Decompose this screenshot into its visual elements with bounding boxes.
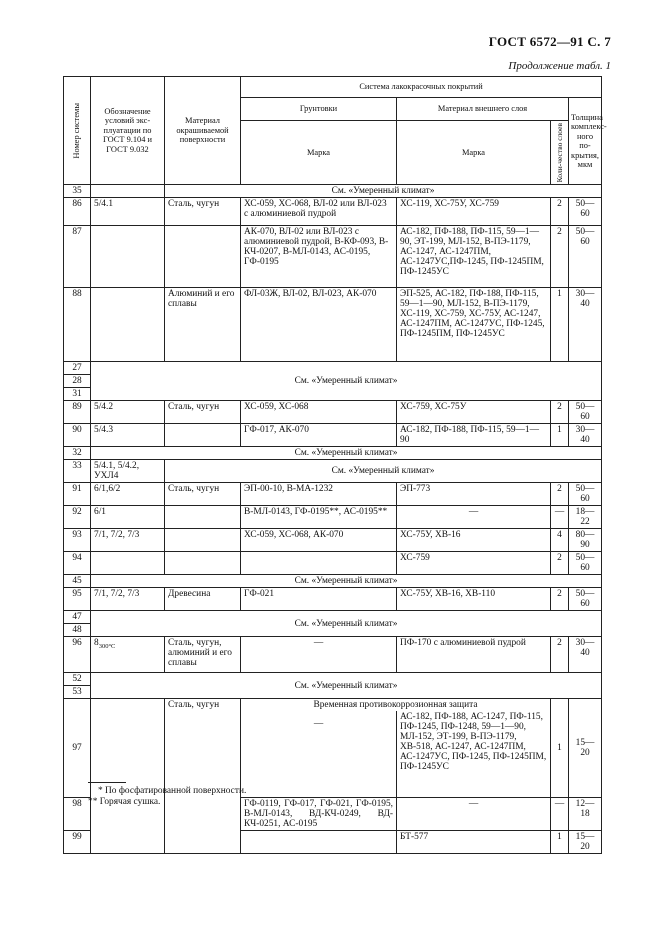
footnote-1: * По фосфатированной поверхности. bbox=[98, 786, 247, 796]
table-row: 97 Сталь, чугун Временная противокоррозионная защита 1 15—20 bbox=[64, 699, 602, 712]
footnote-2: ** Горячая сушка. bbox=[88, 797, 161, 807]
col-conditions-header: Обозначение условий экс-плуатации по ГОСТ 9.104 и ГОСТ 9.032 bbox=[91, 77, 165, 185]
footnote-divider bbox=[88, 782, 126, 783]
table-row: 53 bbox=[64, 686, 602, 699]
table-row: 87 АК-070, ВЛ-02 или ВЛ-023 с алюминиевой пудрой, В-КФ-093, В-КЧ-0207, В-МЛ-0143, АС-0195, ГФ-0195 АС-182, ПФ-188, ПФ-115, 59—1—90, ЭТ-199, МЛ-152, В-ПЭ-1179, АС-1247, АС-1247ПМ, АС-1247УС,ПФ-1245, ПФ-1245ПМ, ПФ-1245УС 2 50—60 bbox=[64, 226, 602, 288]
table-row: 91 6/1,6/2 Сталь, чугун ЭП-00-10, В-МА-1232 ЭП-773 2 50—60 bbox=[64, 483, 602, 506]
table-row: 94 ХС-759 2 50—60 bbox=[64, 552, 602, 575]
col-mark-header: Марка bbox=[241, 121, 397, 185]
col-top-material-header: Материал внешнего слоя bbox=[397, 98, 569, 121]
table-row: 89 5/4.2 Сталь, чугун ХС-059, ХС-068 ХС-759, ХС-75У 2 50—60 bbox=[64, 401, 602, 424]
col-material-header: Материал окрашиваемой поверхности bbox=[165, 77, 241, 185]
table-row: 93 7/1, 7/2, 7/3 ХС-059, ХС-068, АК-070 ХС-75У, ХВ-16 4 80—90 bbox=[64, 529, 602, 552]
table-row: 31 bbox=[64, 388, 602, 401]
table-row: 99 БТ-577 1 15—20 bbox=[64, 830, 602, 853]
table-row: 32 См. «Умеренный климат» bbox=[64, 447, 602, 460]
table-row: 90 5/4.3 ГФ-017, АК-070 АС-182, ПФ-188, ПФ-115, 59—1—90 1 30—40 bbox=[64, 424, 602, 447]
table-row: 47 См. «Умеренный климат» bbox=[64, 611, 602, 624]
table-row: 95 7/1, 7/2, 7/3 Древесина ГФ-021 ХС-75У, ХВ-16, ХВ-110 2 50—60 bbox=[64, 588, 602, 611]
col-layers-header: Коли-чество слоев bbox=[551, 121, 569, 185]
col-mark2-header: Марка bbox=[397, 121, 551, 185]
coatings-table bbox=[63, 76, 607, 854]
col-thickness-header: Толщина комплекс-ного по-крытия, мкм bbox=[569, 98, 602, 185]
table-row: — АС-182, ПФ-188, АС-1247, ПФ-115, ПФ-1245, ПФ-1248, 59—1—90, МЛ-152, ЭТ-199, В-ПЭ-1179, ХВ-518, АС-1247, АС-1247ПМ, АС-1247УС, ПФ-1245, ПФ-1245ПМ, ПФ-1245УС bbox=[64, 711, 602, 797]
col-primers-header: Грунтовки bbox=[241, 98, 397, 121]
table-row: 52 См. «Умеренный климат» bbox=[64, 673, 602, 686]
table-row: 35 См. «Умеренный климат» bbox=[64, 185, 602, 198]
table-row: 27 См. «Умеренный климат» bbox=[64, 362, 602, 375]
table-continuation-label: Продолжение табл. 1 bbox=[508, 60, 611, 72]
page-header: ГОСТ 6572—91 С. 7 bbox=[488, 34, 611, 49]
col-system-header: Система лакокрасочных покрытий bbox=[241, 77, 602, 98]
table-row: 48 bbox=[64, 624, 602, 637]
table-row: 92 6/1 В-МЛ-0143, ГФ-0195**, АС-0195** — — 18—22 bbox=[64, 506, 602, 529]
table-row: 45 См. «Умеренный климат» bbox=[64, 575, 602, 588]
table-row: 86 5/4.1 Сталь, чугун ХС-059, ХС-068, ВЛ-02 или ВЛ-023 с алюминиевой пудрой ХС-119, ХС-75У, ХС-759 2 50—60 bbox=[64, 198, 602, 226]
table-row: 33 5/4.1, 5/4.2, УХЛ4 См. «Умеренный климат» bbox=[64, 460, 602, 483]
col-number-header: Номер системы bbox=[64, 77, 91, 185]
table-row: 96 $8_{300^\circ С}$ Сталь, чугун, алюминий и его сплавы — ПФ-170 с алюминиевой пудрой 2 30—40 bbox=[64, 637, 602, 673]
table-row: 28 bbox=[64, 375, 602, 388]
table-row: 98 ГФ-0119, ГФ-017, ГФ-021, ГФ-0195, В-МЛ-0143, ВД-КЧ-0249, ВД-КЧ-0251, АС-0195 — — 12—18 bbox=[64, 797, 602, 830]
table-row: 88 Алюминий и его сплавы ФЛ-03Ж, ВЛ-02, ВЛ-023, АК-070 ЭП-525, АС-182, ПФ-188, ПФ-115, 59—1—90, МЛ-152, В-ПЭ-1179, ХС-119, ХС-759, ХС-75У, АС-1247, АС-1247ПМ, АС-1247УС, ПФ-1245, ПФ-1245ПМ, ПФ-1245УС 1 30—40 bbox=[64, 288, 602, 362]
